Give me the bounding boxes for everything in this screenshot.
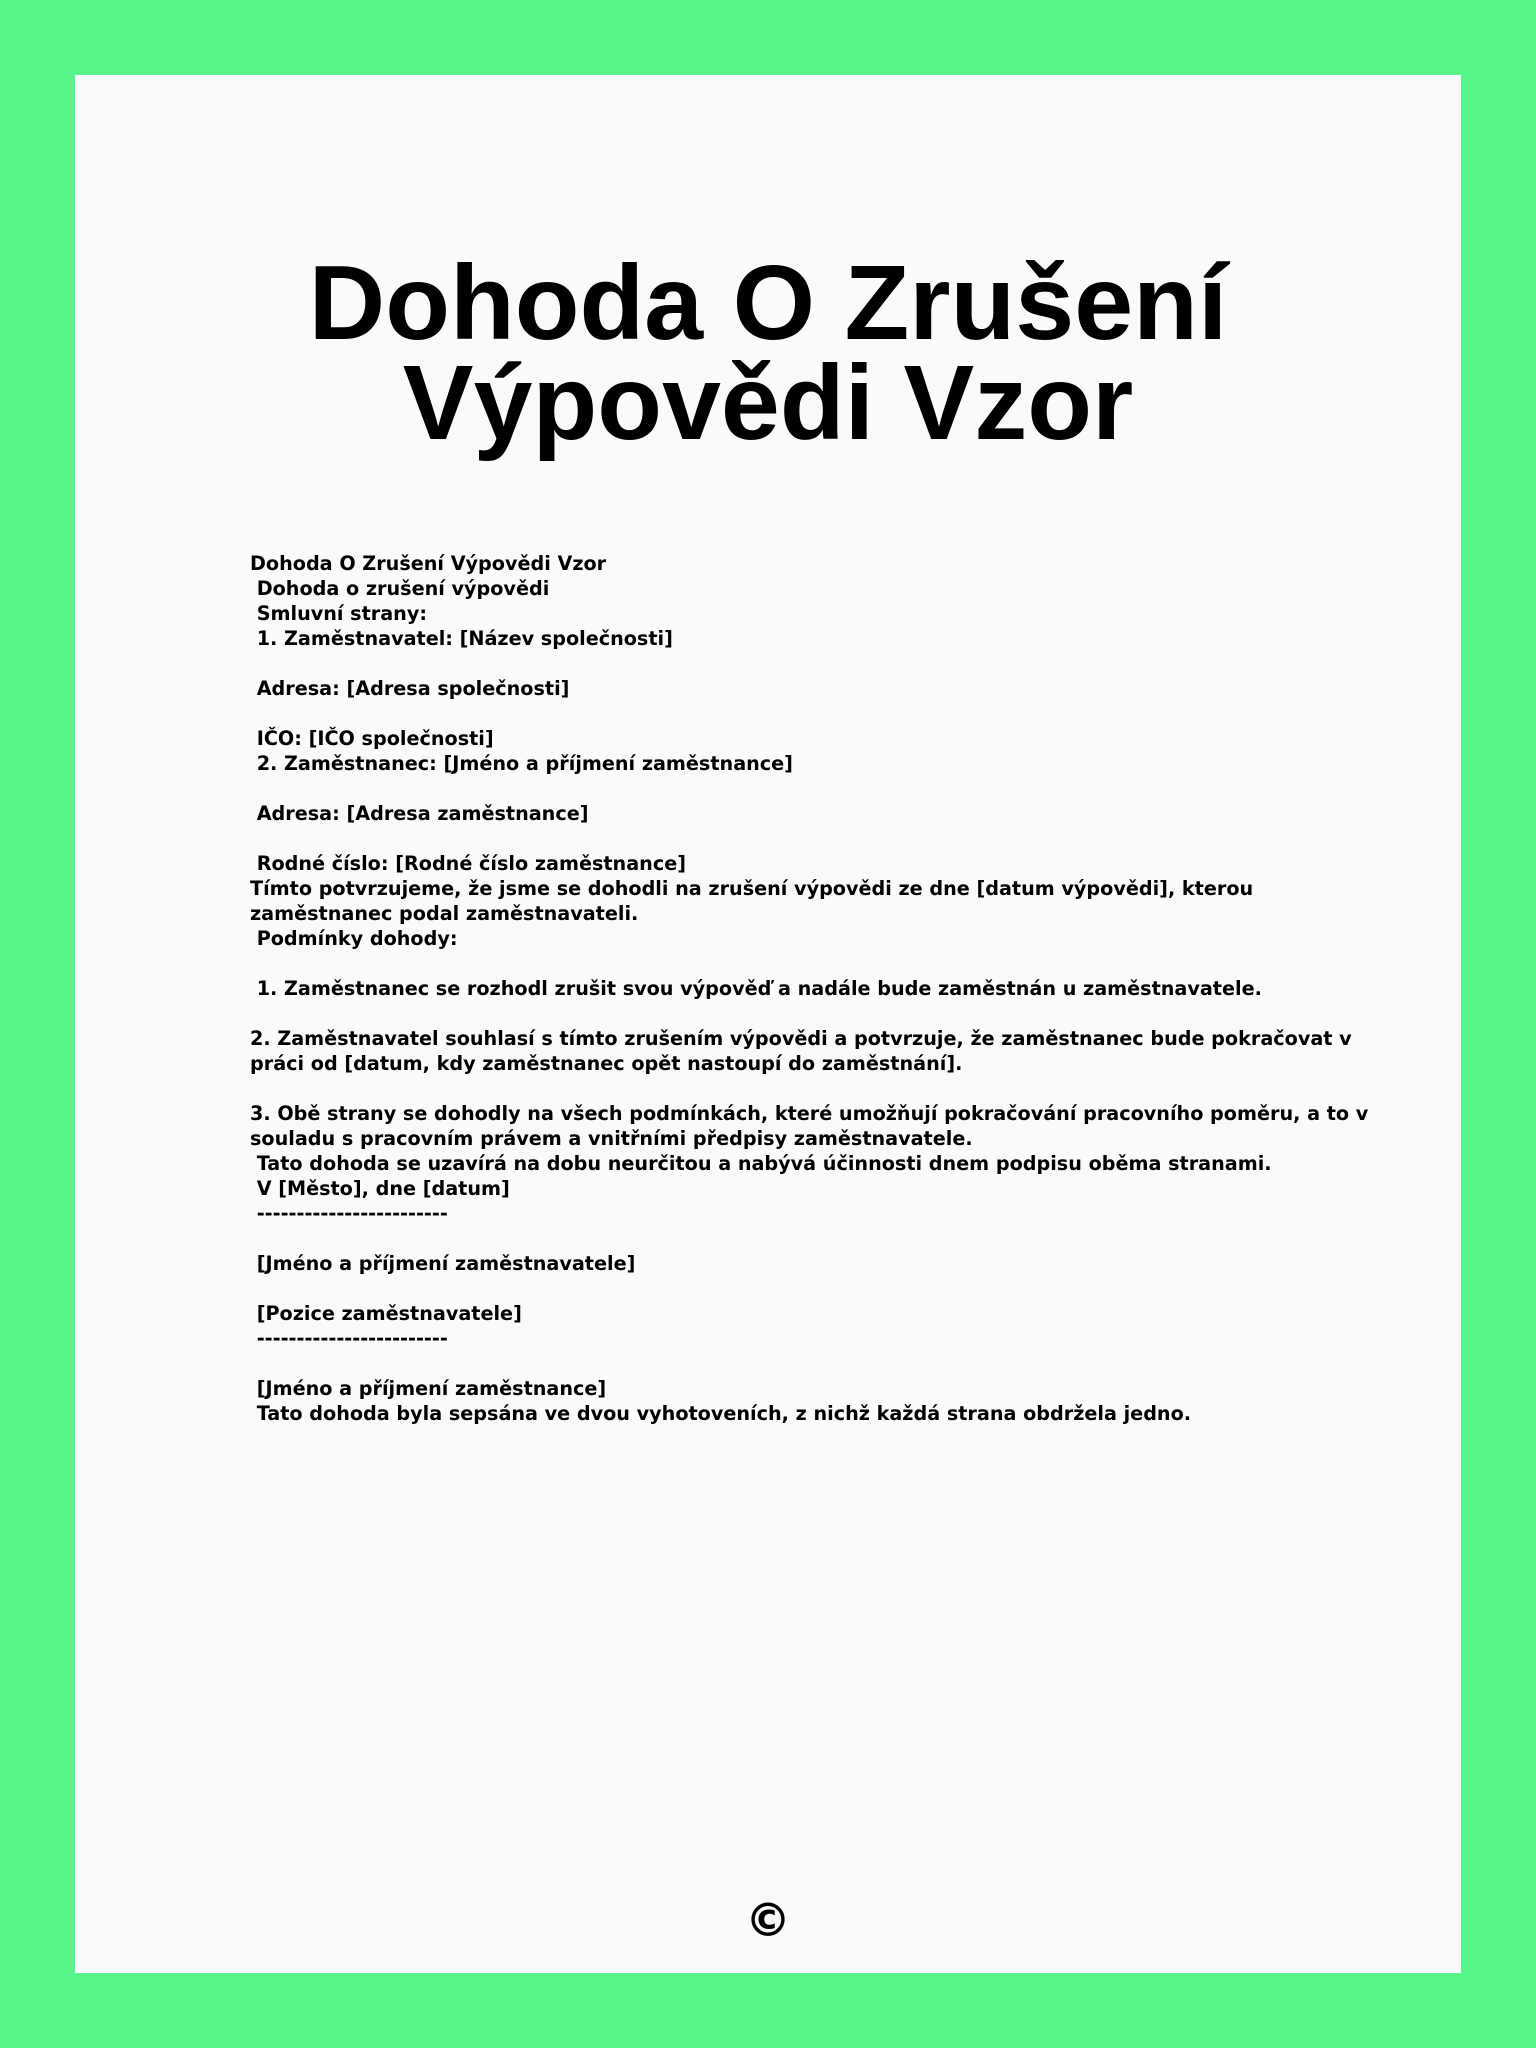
document-line: ------------------------	[250, 1202, 448, 1225]
document-line: Adresa: [Adresa zaměstnance]	[250, 802, 589, 825]
document-line	[250, 1226, 1380, 1251]
document-line	[250, 776, 1380, 801]
document-line: 1. Zaměstnanec se rozhodl zrušit svou výpověď a nadále bude zaměstnán u zaměstnavatele.	[250, 977, 1262, 1000]
document-line: Dohoda O Zrušení Výpovědi Vzor	[250, 552, 607, 575]
copyright-symbol: ©	[745, 1893, 791, 1947]
document-line: Rodné číslo: [Rodné číslo zaměstnance]	[250, 852, 686, 875]
document-line: Smluvní strany:	[250, 602, 428, 625]
document-line	[250, 951, 1380, 976]
document-line: 1. Zaměstnavatel: [Název společnosti]	[250, 627, 673, 650]
document-line	[250, 701, 1380, 726]
document-line: 2. Zaměstnavatel souhlasí s tímto zrušením výpovědi a potvrzuje, že zaměstnanec bude pokračovat v práci od [datum, kdy zaměstnanec opět nastoupí do zaměstnání].	[250, 1027, 1359, 1075]
document-line: Tato dohoda se uzavírá na dobu neurčitou a nabývá účinnosti dnem podpisu oběma stranami.	[250, 1152, 1272, 1175]
document-line	[250, 1076, 1380, 1101]
document-line: [Jméno a příjmení zaměstnance]	[250, 1377, 607, 1400]
document-line	[250, 1276, 1380, 1301]
document-line: Tímto potvrzujeme, že jsme se dohodli na zrušení výpovědi ze dne [datum výpovědi], kterou zaměstnanec podal zaměstnavateli.	[250, 877, 1260, 925]
document-line	[250, 826, 1380, 851]
document-line	[250, 1351, 1380, 1376]
document-line	[250, 651, 1380, 676]
document-line: V [Město], dne [datum]	[250, 1177, 510, 1200]
document-line: Adresa: [Adresa společnosti]	[250, 677, 570, 700]
document-line: [Jméno a příjmení zaměstnavatele]	[250, 1252, 636, 1275]
document-line: 2. Zaměstnanec: [Jméno a příjmení zaměstnance]	[250, 752, 793, 775]
document-line: ------------------------	[250, 1327, 448, 1350]
document-page	[75, 75, 1461, 1973]
document-line: Podmínky dohody:	[250, 927, 458, 950]
document-line: Dohoda o zrušení výpovědi	[250, 577, 550, 600]
document-line: [Pozice zaměstnavatele]	[250, 1302, 522, 1325]
document-line: IČO: [IČO společnosti]	[250, 727, 494, 750]
document-body	[250, 551, 1380, 1426]
document-title: Dohoda O Zrušení Výpovědi Vzor	[308, 244, 1228, 462]
document-line	[250, 1001, 1380, 1026]
document-line: 3. Obě strany se dohodly na všech podmínkách, které umožňují pokračování pracovního poměru, a to v souladu s pracovním právem a vnitřními předpisy zaměstnavatele.	[250, 1102, 1375, 1150]
document-line: Tato dohoda byla sepsána ve dvou vyhotoveních, z nichž každá strana obdržela jedno.	[250, 1402, 1192, 1425]
